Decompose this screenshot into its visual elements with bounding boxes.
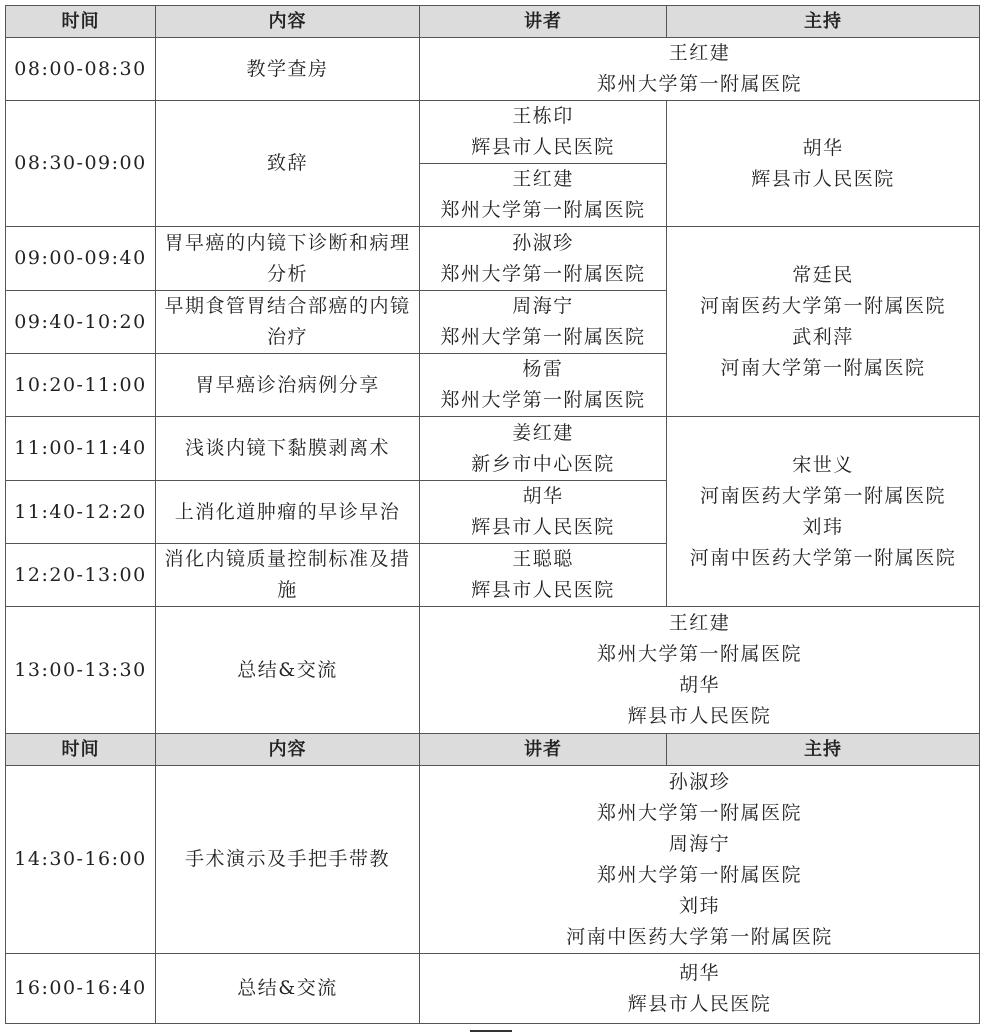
speaker-cell: [420, 227, 667, 291]
affiliation: 河南医药大学第一附属医院: [699, 484, 946, 507]
host-cell: [667, 227, 980, 417]
table-row: [6, 954, 980, 1024]
time-cell: 12:20-13:00: [6, 544, 156, 607]
time-cell: 13:00-13:30: [6, 607, 156, 734]
time-cell: 14:30-16:00: [6, 766, 156, 954]
content-cell: 手术演示及手把手带教: [156, 766, 420, 954]
content-text: 胃早癌的内镜下诊断和病理分析: [164, 231, 411, 285]
person-name: 武利萍: [792, 325, 854, 348]
table-row: [6, 227, 980, 291]
affiliation: 郑州大学第一附属医院: [596, 801, 802, 824]
affiliation: 辉县市人民医院: [471, 579, 615, 601]
affiliation: 河南中医药大学第一附属医院: [566, 925, 833, 948]
affiliation: 郑州大学第一附属医院: [440, 326, 646, 348]
person-name: 刘玮: [678, 894, 720, 917]
time-cell: 09:40-10:20: [6, 291, 156, 354]
speaker-host-cell: [420, 766, 980, 954]
table-row: [6, 101, 980, 164]
affiliation: 郑州大学第一附属医院: [440, 389, 646, 411]
person-name: 刘玮: [802, 515, 844, 538]
speaker-host-cell: [420, 38, 980, 101]
person-name: 胡华: [522, 485, 564, 507]
header-time: 时间: [6, 6, 156, 38]
person-name: 杨雷: [522, 358, 564, 380]
person-name: 胡华: [802, 136, 844, 159]
person-name: 孙淑珍: [668, 770, 731, 793]
table-header-row: [6, 734, 980, 766]
speaker-cell: [420, 101, 667, 164]
time-cell: 10:20-11:00: [6, 354, 156, 417]
header-speaker: 讲者: [420, 6, 667, 38]
content-cell: [156, 227, 420, 291]
time-cell: 08:00-08:30: [6, 38, 156, 101]
content-cell: 总结&交流: [156, 607, 420, 734]
header-content: 内容: [156, 734, 420, 766]
person-name: 王聪聪: [512, 548, 574, 570]
content-cell: 教学查房: [156, 38, 420, 101]
page-bottom-mark: [470, 1030, 512, 1032]
host-cell: [667, 101, 980, 227]
content-cell: [156, 544, 420, 607]
person-name: 宋世义: [792, 453, 854, 476]
affiliation: 河南大学第一附属医院: [720, 356, 926, 379]
affiliation: 郑州大学第一附属医院: [596, 73, 802, 95]
person-name: 姜红建: [512, 421, 574, 444]
affiliation: 辉县市人民医院: [751, 167, 895, 190]
affiliation: 辉县市人民医院: [471, 516, 615, 538]
affiliation: 郑州大学第一附属医院: [596, 863, 802, 886]
table-row: [6, 766, 980, 954]
affiliation: 郑州大学第一附属医院: [440, 262, 646, 285]
header-time: 时间: [6, 734, 156, 766]
header-host: 主持: [667, 6, 980, 38]
person-name: 王红建: [668, 42, 731, 64]
content-cell: 总结&交流: [156, 954, 420, 1024]
speaker-host-cell: [420, 607, 980, 734]
person-name: 王红建: [512, 168, 574, 190]
speaker-cell: [420, 544, 667, 607]
content-text: 消化内镜质量控制标准及措施: [164, 548, 411, 601]
content-text: 早期食管胃结合部癌的内镜治疗: [164, 295, 411, 348]
content-cell: 胃早癌诊治病例分享: [156, 354, 420, 417]
affiliation: 辉县市人民医院: [471, 136, 615, 158]
speaker-host-cell: [420, 954, 980, 1024]
time-cell: 16:00-16:40: [6, 954, 156, 1024]
affiliation: 郑州大学第一附属医院: [440, 199, 646, 221]
affiliation: 辉县市人民医院: [627, 705, 772, 727]
person-name: 孙淑珍: [512, 231, 574, 254]
speaker-cell: [420, 291, 667, 354]
host-cell: [667, 417, 980, 607]
affiliation: 河南医药大学第一附属医院: [699, 294, 946, 317]
person-name: 王红建: [668, 612, 731, 634]
content-cell: 致辞: [156, 101, 420, 227]
header-host: 主持: [667, 734, 980, 766]
time-cell: 08:30-09:00: [6, 101, 156, 227]
affiliation: 新乡市中心医院: [471, 452, 615, 475]
header-speaker: 讲者: [420, 734, 667, 766]
speaker-cell: [420, 481, 667, 544]
speaker-cell: [420, 354, 667, 417]
table-row: [6, 607, 980, 734]
time-cell: 11:00-11:40: [6, 417, 156, 481]
schedule-table: [5, 5, 980, 1024]
content-cell: [156, 291, 420, 354]
person-name: 周海宁: [668, 832, 731, 855]
person-name: 王栋印: [512, 105, 574, 127]
table-header-row: [6, 6, 980, 38]
person-name: 周海宁: [512, 295, 574, 317]
content-cell: 上消化道肿瘤的早诊早治: [156, 481, 420, 544]
speaker-cell: [420, 164, 667, 227]
table-row: [6, 417, 980, 481]
person-name: 胡华: [678, 961, 720, 984]
person-name: 胡华: [678, 674, 720, 696]
time-cell: 09:00-09:40: [6, 227, 156, 291]
time-cell: 11:40-12:20: [6, 481, 156, 544]
affiliation: 河南中医药大学第一附属医院: [689, 546, 957, 569]
content-cell: 浅谈内镜下黏膜剥离术: [156, 417, 420, 481]
affiliation: 辉县市人民医院: [627, 992, 772, 1015]
header-content: 内容: [156, 6, 420, 38]
table-row: [6, 38, 980, 101]
speaker-cell: [420, 417, 667, 481]
person-name: 常廷民: [792, 263, 854, 286]
affiliation: 郑州大学第一附属医院: [596, 643, 802, 665]
